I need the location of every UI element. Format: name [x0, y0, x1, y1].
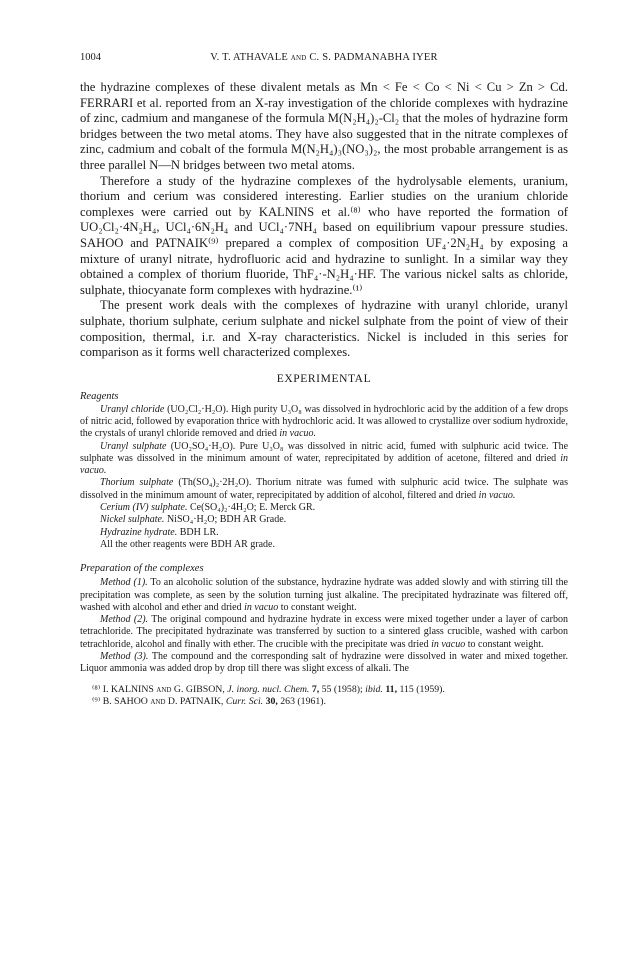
- reagent-entry: [80, 404, 568, 441]
- method-end: to constant weight.: [465, 638, 544, 650]
- section-heading-experimental: EXPERIMENTAL: [276, 372, 372, 385]
- method-text: To an alcoholic solution of the substance, hydrazine hydrate was added slowly and with stirring till the precipitation was complete, as seen by the solution turning just alkaline. The precipitated hydrazinate was filtered off, washed with alcohol and ether and dried: [80, 577, 568, 613]
- running-header: [80, 52, 568, 68]
- reference-volume: 30,: [265, 695, 278, 707]
- subsection-heading-reagents: Reagents: [80, 390, 119, 402]
- paragraph: the hydrazine complexes of these divalent metals as Mn < Fe < Co < Ni < Cu > Zn > Cd. FERRARI et al. reported from an X-ray investigation of the chloride complexes with hydrazine of zinc, cadmium and manganese of the formula M(N₂H₄)₂-Cl₂ that the moles of hydrazine form bridges between the two metal atoms. They have also suggested that in the nitrate complexes of zinc, cadmium and cobalt of the formula M(N₂H₄)₃(NO₃)₂, the most probable arrangement is as three parallel N—N bridges between two metal atoms.: [80, 80, 568, 172]
- reagent-formula: Ce(SO₄)₂·4H₂O;: [190, 502, 257, 514]
- footnote-references: [80, 684, 568, 708]
- reagent-text: E. Merck GR.: [259, 502, 316, 514]
- reference-authors: I. KALNINS and G. GIBSON,: [102, 683, 225, 695]
- reagent-formula: (UO₂Cl₂·H₂O).: [167, 403, 229, 415]
- method-entry: [80, 577, 568, 614]
- method-text: The original compound and hydrazine hydrate in excess were mixed together under a layer of carbon tetrachloride. The precipitated hydrazinate was transferred by suction to a sintered glass crucible, washed with carbon tetrachloride, alcohol and finally with ether. The crucible with the precipitate was dried: [80, 614, 568, 650]
- method-label: Method (3).: [100, 651, 149, 663]
- method-end: to constant weight.: [278, 601, 357, 613]
- reagent-name: Cerium (IV) sulphate.: [100, 502, 188, 514]
- reference-entry: [92, 684, 568, 696]
- reference-detail: 263 (1961).: [277, 695, 326, 707]
- method-label: Method (1).: [100, 577, 148, 589]
- method-italic: in vacuo: [244, 601, 279, 613]
- reagents-list: [80, 404, 568, 552]
- reagent-tail: in vacuo.: [478, 489, 516, 501]
- paragraph: Therefore a study of the hydrazine complexes of the hydrolysable elements, uranium, thorium and cerium was considered interesting. Earlier studies on the uranium chloride complexes were carried out by KALNINS et al.⁽⁸⁾ who have reported the formation of UO₂Cl₂·4N₂H₄, UCl₄·6N₂H₄ and UCl₄·7NH₄ based on equilibrium vapour pressure studies. SAHOO and PATNAIK⁽⁹⁾ prepared a complex of composition UF₄·2N₂H₄ by exposing a mixture of uranyl nitrate, hydrofluoric acid and hydrazine to sunlight. In a similar way they obtained a complex of thorium fluoride, ThF₄·-N₂H₄·HF. The various nickel salts as chloride, sulphate, thiocyanate form complexes with hydrazine.⁽¹⁾: [80, 173, 568, 297]
- running-head-authors: V. T. ATHAVALE and C. S. PADMANABHA IYER: [210, 52, 438, 63]
- reagent-tail: in vacuo.: [279, 428, 317, 440]
- reference-mark: ⁽⁹⁾: [92, 695, 101, 707]
- method-entry: [80, 614, 568, 651]
- reference-detail: 55 (1958);: [319, 683, 366, 695]
- reagents-note: All the other reagents were BDH AR grade.: [100, 538, 275, 550]
- reagent-formula: NiSO₄·H₂O;: [166, 514, 218, 526]
- reagent-name: Uranyl sulphate: [100, 440, 167, 452]
- reagent-entry: [80, 514, 568, 526]
- reagent-text: BDH AR Grade.: [219, 514, 287, 526]
- reference-journal: J. inorg. nucl. Chem.: [227, 683, 310, 695]
- methods-list: [80, 577, 568, 675]
- reference-volume: 7,: [311, 683, 320, 695]
- reference-authors: B. SAHOO and D. PATNAIK,: [102, 695, 224, 707]
- reagent-name: Uranyl chloride: [100, 403, 165, 415]
- method-text: The compound and the corresponding salt of hydrazine were dissolved in water and mixed together. Liquor ammonia was added drop by drop till there was slight excess of alkali. The: [80, 651, 568, 675]
- reference-journal: Curr. Sci.: [225, 695, 264, 707]
- body-text: [80, 80, 568, 361]
- reagent-text: Thorium nitrate was fumed with sulphuric acid twice. The sulphate was dissolved in the minimum amount of water, reprecipitated by addition of alcohol, filtered and dried: [80, 477, 569, 501]
- reagent-text: BDH LR.: [179, 526, 219, 538]
- reagent-formula: (Th(SO₄)₂·2H₂O).: [178, 477, 252, 489]
- reagent-entry: [80, 477, 568, 502]
- subsection-heading-preparation: Preparation of the complexes: [80, 563, 204, 575]
- reagent-name: Nickel sulphate.: [100, 514, 165, 526]
- reagent-text: High purity U₃O₈ was dissolved in hydrochloric acid by the addition of a few drops of nitric acid, followed by evaporation thrice with hydrochloric acid. It was allowed to crystallize over sodium hydroxide, the crystals of uranyl chloride removed and dried: [80, 403, 568, 440]
- reagent-entry: [80, 441, 568, 478]
- page-number: 1004: [80, 52, 101, 63]
- reference-detail: 115 (1959).: [397, 683, 445, 695]
- paragraph: The present work deals with the complexes of hydrazine with uranyl chloride, uranyl sulphate, thorium sulphate, cerium sulphate and nickel sulphate from the point of view of their composition, thermal, i.r. and X-ray characteristics. Nickel is included in this series for comparison as it forms well characterized complexes.: [80, 298, 568, 360]
- method-italic: in vacuo: [431, 638, 466, 650]
- reference-mark: ⁽⁸⁾: [92, 683, 101, 695]
- reagent-text: Pure U₃O₈ was dissolved in nitric acid, fumed with sulphuric acid twice. The sulphate was dissolved in the minimum amount of water, reprecipitated by addition of acetone, filtered and dried: [80, 440, 569, 464]
- method-entry: [80, 651, 568, 676]
- reference-volume: 11,: [385, 683, 398, 695]
- paper-page: [80, 52, 568, 708]
- reagent-formula: (UO₂SO₄·H₂O).: [170, 440, 236, 452]
- reagent-tail: in vacuo.: [80, 452, 568, 477]
- reagent-name: Hydrazine hydrate.: [100, 526, 178, 538]
- method-label: Method (2).: [100, 614, 149, 626]
- reagent-name: Thorium sulphate: [100, 477, 174, 489]
- reference-entry: [92, 696, 568, 708]
- reference-ibid: ibid.: [365, 683, 383, 695]
- reagent-entry: [80, 502, 568, 514]
- reagent-entry: [80, 527, 568, 539]
